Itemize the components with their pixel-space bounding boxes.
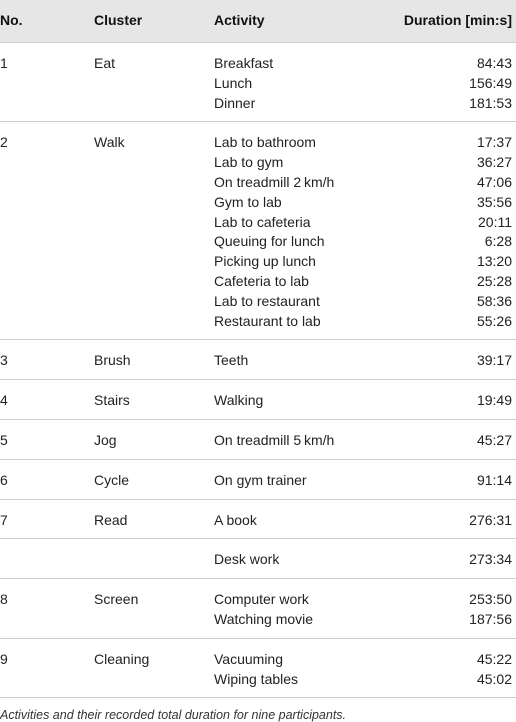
cell-activity: Dinner [214, 94, 256, 111]
table-group [0, 419, 516, 459]
cell-no: 8 [0, 591, 8, 608]
cell-duration: 13:20 [476, 253, 512, 270]
table-group [0, 499, 516, 539]
cell-activity: Vacuuming [214, 650, 284, 667]
table-group [0, 459, 516, 499]
cell-activity: Lab to cafeteria [214, 213, 311, 230]
duration-column [469, 510, 512, 530]
duration-column [477, 350, 512, 370]
cell-duration: 273:34 [469, 551, 512, 568]
activity-column [214, 649, 298, 689]
cell-activity: Picking up lunch [214, 253, 316, 270]
cell-duration: 47:06 [476, 173, 512, 190]
duration-column [469, 549, 512, 569]
cell-activity: Restaurant to lab [214, 312, 321, 329]
activity-column [214, 510, 257, 530]
cell-activity: Wiping tables [214, 670, 299, 687]
cell-duration: 253:50 [469, 591, 512, 608]
cell-duration: 35:56 [476, 193, 512, 210]
cell-duration: 187:56 [469, 610, 512, 627]
cell-duration: 45:27 [476, 431, 512, 448]
cell-activity: Queuing for lunch [214, 233, 325, 250]
activity-column [214, 390, 263, 410]
cell-no: 1 [0, 55, 8, 71]
cell-duration: 17:37 [476, 134, 512, 151]
activity-column [214, 470, 307, 490]
cell-activity: Lunch [214, 74, 253, 91]
table-header [0, 0, 516, 42]
cell-activity: Lab to gym [214, 154, 284, 171]
cell-activity: On gym trainer [214, 471, 307, 488]
cell-no: 5 [0, 431, 8, 448]
table-caption: Activities and their recorded total duration for nine participants. [0, 708, 347, 722]
cell-activity: On treadmill 2 km/h [214, 173, 335, 190]
cell-duration: 181:53 [469, 94, 512, 111]
cell-cluster: Stairs [94, 392, 130, 409]
cell-cluster: Read [94, 511, 128, 528]
cell-duration: 36:27 [476, 154, 512, 171]
cell-activity: A book [214, 511, 257, 528]
activity-column [214, 549, 279, 569]
cell-duration: 45:22 [476, 650, 512, 667]
cell-duration: 20:11 [478, 213, 512, 230]
duration-column [477, 430, 512, 450]
cell-activity: Desk work [214, 551, 280, 568]
table-group [0, 538, 516, 578]
cell-duration: 25:28 [476, 272, 512, 289]
cell-cluster: Jog [94, 431, 117, 448]
cell-activity: Breakfast [214, 55, 274, 71]
cell-no: 6 [0, 471, 8, 488]
cell-duration: 84:43 [476, 55, 512, 71]
cell-duration: 276:31 [469, 511, 512, 528]
cell-activity: On treadmill 5 km/h [214, 431, 335, 448]
cell-duration: 55:26 [476, 312, 512, 329]
cell-cluster: Cycle [94, 471, 130, 488]
cell-duration: 19:49 [476, 392, 512, 409]
cell-activity: Cafeteria to lab [214, 272, 309, 289]
cell-duration: 156:49 [469, 74, 512, 91]
activity-column [214, 53, 273, 112]
cell-duration: 45:02 [476, 670, 512, 687]
table-group [0, 638, 516, 698]
cell-activity: Lab to restaurant [214, 292, 320, 309]
cell-no: 4 [0, 392, 8, 409]
cell-activity: Teeth [214, 352, 249, 369]
cell-cluster: Cleaning [94, 650, 150, 667]
cell-no: 2 [0, 134, 8, 151]
activity-column [214, 350, 248, 370]
duration-column [477, 390, 512, 410]
header-no: No. [0, 12, 23, 28]
cell-cluster: Screen [94, 591, 139, 608]
duration-column [477, 132, 512, 330]
cell-activity: Watching movie [214, 610, 314, 627]
table-group [0, 379, 516, 419]
header-cluster: Cluster [94, 12, 143, 28]
cell-activity: Gym to lab [214, 193, 282, 210]
header-activity: Activity [214, 12, 265, 28]
table-body [0, 42, 516, 697]
activity-column [214, 589, 313, 629]
cell-no: 9 [0, 650, 8, 667]
activity-column [214, 132, 334, 330]
cell-no: 7 [0, 511, 8, 528]
activity-column [214, 430, 334, 450]
cell-duration: 91:14 [476, 471, 512, 488]
cell-cluster: Brush [94, 352, 131, 369]
cell-cluster: Walk [94, 134, 125, 151]
duration-column [469, 589, 512, 629]
table-group [0, 339, 516, 379]
cell-duration: 58:36 [476, 292, 512, 309]
table-group [0, 578, 516, 638]
table-bottom-rule [0, 697, 516, 698]
cell-activity: Walking [214, 392, 264, 409]
cell-duration: 39:17 [476, 352, 512, 369]
duration-column [469, 53, 512, 112]
cell-cluster: Eat [94, 55, 116, 71]
table-group [0, 42, 516, 121]
table-group [0, 121, 516, 339]
header-duration: Duration [min:s] [403, 12, 512, 28]
cell-duration: 6:28 [484, 233, 512, 250]
duration-column [477, 649, 512, 689]
cell-activity: Lab to bathroom [214, 134, 316, 151]
duration-column [477, 470, 512, 490]
cell-activity: Computer work [214, 591, 309, 608]
cell-no: 3 [0, 352, 8, 369]
